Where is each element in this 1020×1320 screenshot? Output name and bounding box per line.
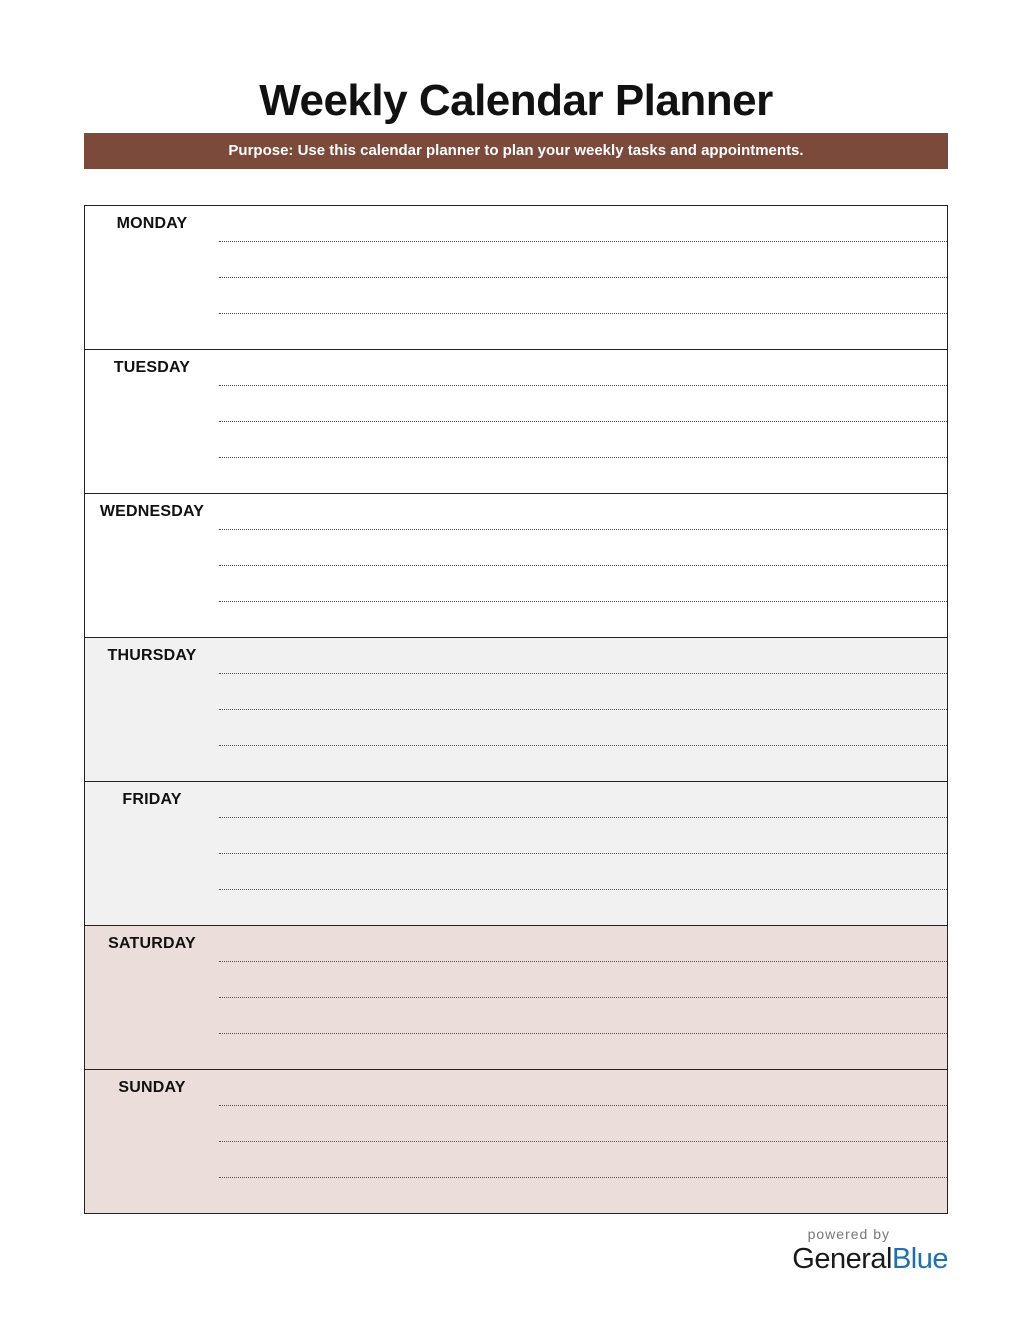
writing-line[interactable] [219, 1141, 947, 1142]
writing-line[interactable] [219, 817, 947, 818]
powered-by-label: powered by [807, 1226, 890, 1242]
day-row-tuesday [85, 350, 947, 494]
writing-line[interactable] [219, 529, 947, 530]
writing-line[interactable] [219, 709, 947, 710]
day-label: WEDNESDAY [99, 503, 205, 520]
writing-line[interactable] [219, 1177, 947, 1178]
purpose-banner: Purpose: Use this calendar planner to plan your weekly tasks and appointments. [84, 133, 948, 169]
writing-line[interactable] [219, 997, 947, 998]
day-label: FRIDAY [122, 791, 182, 808]
day-row-thursday [85, 638, 947, 782]
writing-line[interactable] [219, 313, 947, 314]
writing-line[interactable] [219, 565, 947, 566]
day-row-monday [85, 206, 947, 350]
day-row-saturday [85, 926, 947, 1070]
writing-line[interactable] [219, 1033, 947, 1034]
day-row-sunday [85, 1070, 947, 1213]
writing-line[interactable] [219, 385, 947, 386]
brand-logo [792, 1226, 948, 1276]
day-row-friday [85, 782, 947, 926]
writing-line[interactable] [219, 421, 947, 422]
day-label: THURSDAY [107, 647, 197, 664]
brand-general-text: General [792, 1243, 892, 1275]
writing-line[interactable] [219, 961, 947, 962]
writing-line[interactable] [219, 745, 947, 746]
day-label: TUESDAY [113, 359, 191, 376]
brand-wordmark [792, 1242, 948, 1276]
weekly-planner-grid [84, 205, 948, 1214]
brand-blue-text: Blue [891, 1243, 948, 1275]
writing-line[interactable] [219, 1105, 947, 1106]
writing-line[interactable] [219, 673, 947, 674]
day-label: SUNDAY [118, 1079, 186, 1096]
day-label: SATURDAY [108, 935, 196, 952]
writing-line[interactable] [219, 853, 947, 854]
writing-line[interactable] [219, 889, 947, 890]
writing-line[interactable] [219, 457, 947, 458]
page-title: Weekly Calendar Planner [259, 76, 773, 125]
day-row-wednesday [85, 494, 947, 638]
writing-line[interactable] [219, 601, 947, 602]
writing-line[interactable] [219, 241, 947, 242]
day-label: MONDAY [116, 215, 188, 232]
writing-line[interactable] [219, 277, 947, 278]
